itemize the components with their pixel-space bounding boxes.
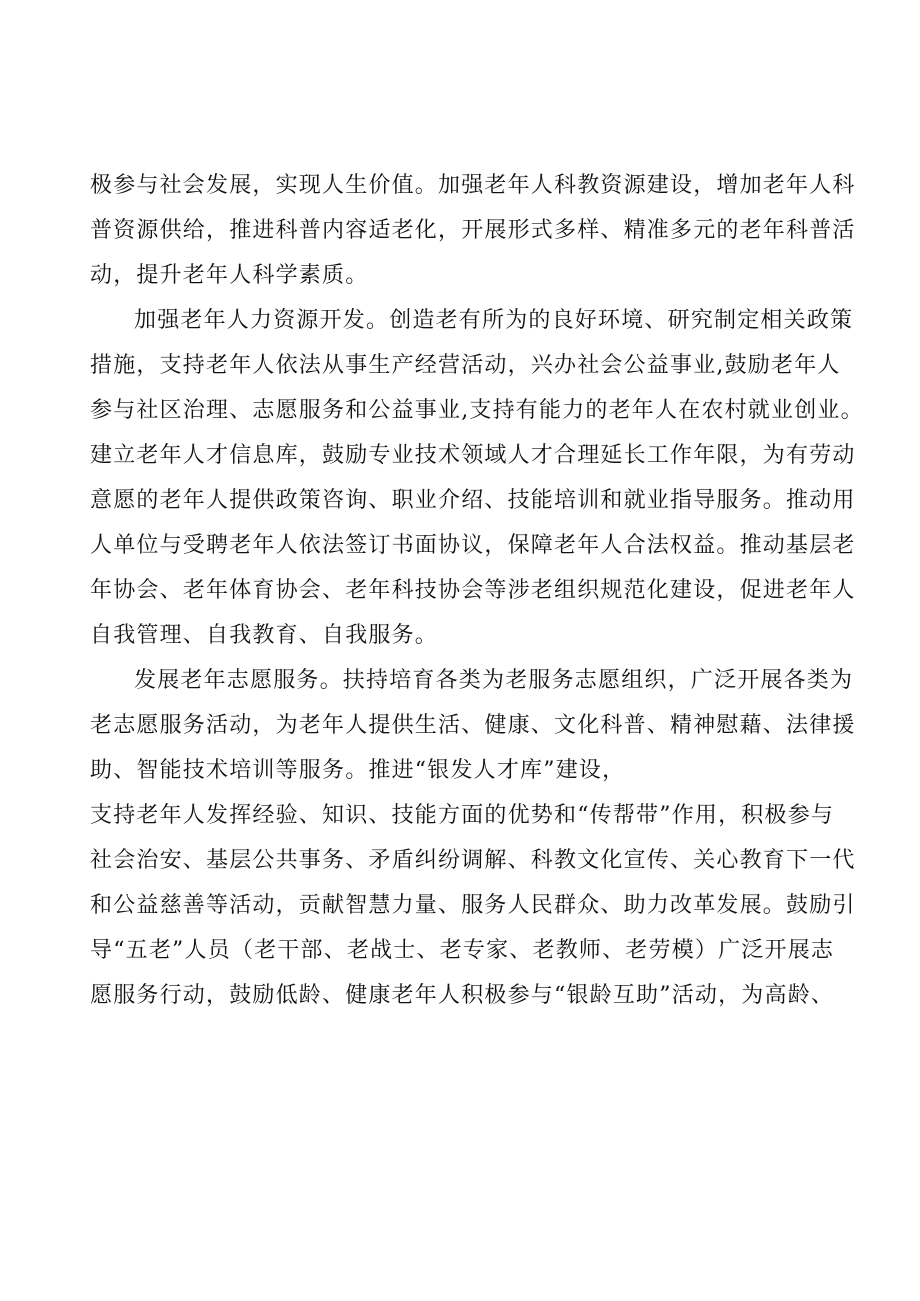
text-line-14: 助、智能技术培训等服务。推进“银发人才库”建设， — [90, 758, 626, 783]
paragraph-start-hr-development: 加强老年人力资源开发。创造老有所为的良好环境、研究制定相关政策 — [134, 308, 854, 333]
document-body — [90, 163, 864, 1018]
paragraph-start-volunteer-service: 发展老年志愿服务。扶持培育各类为老服务志愿组织，广泛开展各类为 — [134, 668, 854, 693]
text-line-17: 和公益慈善等活动，贡献智慧力量、服务人民群众、助力改革发展。鼓励引 — [90, 893, 856, 918]
text-line-11: 自我管理、自我教育、自我服务。 — [90, 623, 439, 648]
text-line-18: 导“五老”人员（老干部、老战士、老专家、老教师、老劳模）广泛开展志 — [90, 938, 835, 963]
text-line-13: 老志愿服务活动，为老年人提供生活、健康、文化科普、精神慰藉、法律援 — [90, 713, 856, 738]
text-line-16: 社会治安、基层公共事务、矛盾纠纷调解、科教文化宣传、关心教育下一代 — [90, 848, 856, 873]
text-line-1: 极参与社会发展，实现人生价值。加强老年人科教资源建设，增加老年人科 — [90, 173, 856, 198]
text-line-2: 普资源供给，推进科普内容适老化，开展形式多样、精准多元的老年科普活 — [90, 218, 856, 243]
text-line-6: 参与社区治理、志愿服务和公益事业,支持有能力的老年人在农村就业创业。 — [90, 398, 864, 423]
text-line-8: 意愿的老年人提供政策咨询、职业介绍、技能培训和就业指导服务。推动用 — [90, 488, 856, 513]
text-line-19: 愿服务行动，鼓励低龄、健康老年人积极参与“银龄互助”活动，为高龄、 — [90, 983, 835, 1008]
text-line-7: 建立老年人才信息库，鼓励专业技术领域人才合理延长工作年限，为有劳动 — [90, 443, 856, 468]
text-line-10: 年协会、老年体育协会、老年科技协会等涉老组织规范化建设，促进老年人 — [90, 578, 856, 603]
text-line-3: 动，提升老年人科学素质。 — [90, 263, 369, 288]
text-line-15: 支持老年人发挥经验、知识、技能方面的优势和“传帮带”作用，积极参与 — [90, 803, 835, 828]
text-line-9: 人单位与受聘老年人依法签订书面协议，保障老年人合法权益。推动基层老 — [90, 533, 856, 558]
text-line-5: 措施，支持老年人依法从事生产经营活动，兴办社会公益事业,鼓励老年人 — [90, 353, 841, 378]
